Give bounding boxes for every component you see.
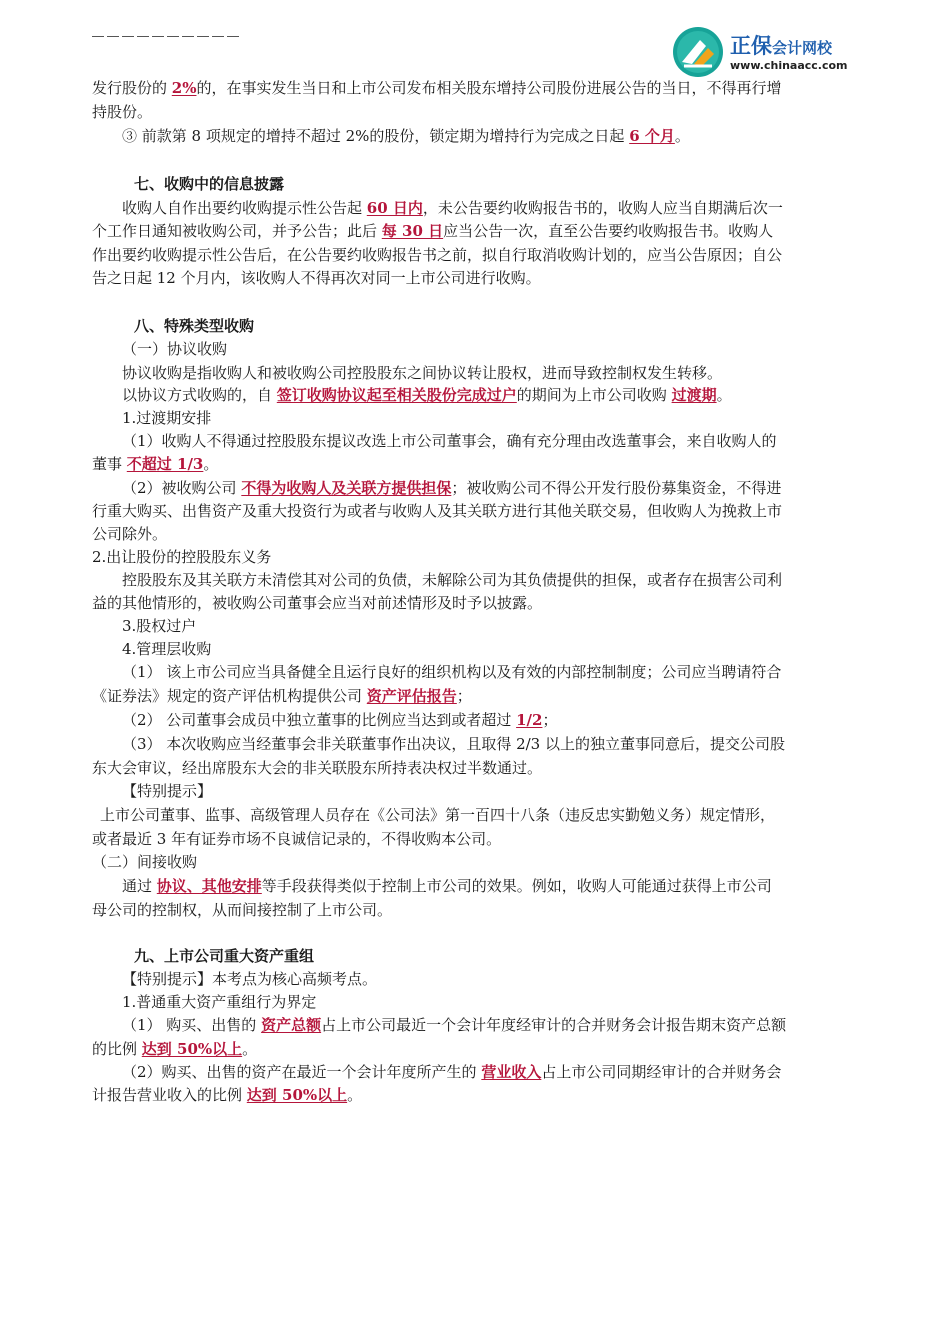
text-line bbox=[122, 661, 781, 683]
text-line bbox=[122, 197, 783, 219]
text-segment: 以协议方式收购的，自 bbox=[122, 386, 277, 404]
text-line bbox=[92, 101, 152, 123]
text-line bbox=[92, 546, 271, 568]
text-line bbox=[122, 125, 690, 147]
text-line bbox=[122, 780, 212, 802]
text-segment: ③ 前款第 8 项规定的增持不超过 2%的股份，锁定期为增持行为完成之日起 bbox=[122, 127, 630, 145]
text-line bbox=[122, 384, 732, 406]
text-segment: 。 bbox=[242, 1040, 258, 1058]
text-segment: 。 bbox=[347, 1086, 363, 1104]
text-line bbox=[92, 685, 472, 707]
keyword-highlight: 资产总额 bbox=[261, 1016, 322, 1034]
text-line bbox=[92, 899, 392, 921]
text-segment: 母公司的控制权，从而间接控制了上市公司。 bbox=[92, 901, 393, 919]
text-line bbox=[122, 709, 557, 731]
text-line bbox=[100, 804, 775, 826]
section-heading bbox=[134, 315, 254, 337]
text-line bbox=[122, 407, 211, 429]
text-segment: 公司除外。 bbox=[92, 525, 168, 543]
text-line bbox=[92, 244, 782, 266]
keyword-highlight: 过渡期 bbox=[671, 386, 717, 404]
text-segment: 《证券法》规定的资产评估机构提供公司 bbox=[92, 687, 367, 705]
keyword-highlight: 不超过 1/3 bbox=[126, 455, 204, 473]
text-line bbox=[122, 338, 227, 360]
keyword-highlight: 1/2 bbox=[516, 711, 543, 729]
text-segment: 通过 bbox=[122, 877, 157, 895]
text-line bbox=[122, 991, 316, 1013]
text-segment: ； bbox=[542, 711, 558, 729]
text-segment: 。 bbox=[674, 127, 690, 145]
text-segment: 上市公司董事、监事、高级管理人员存在《公司法》第一百四十八条（违反忠实勤勉义务）规定情形， bbox=[100, 806, 776, 824]
text-line bbox=[92, 1084, 362, 1106]
text-segment: （1）收购人不得通过控股股东提议改选上市公司董事会，确有充分理由改选董事会，来自收购人的 bbox=[122, 432, 777, 450]
text-line bbox=[122, 1014, 786, 1036]
logo-sub-text: 会计网校 bbox=[772, 39, 833, 57]
text-segment: 3.股权过户 bbox=[122, 617, 197, 635]
text-segment: ；被收购公司不得公开发行股份募集资金，不得进 bbox=[451, 479, 782, 497]
keyword-highlight: 资产评估报告 bbox=[366, 687, 457, 705]
text-segment: （3） 本次收购应当经董事会非关联董事作出决议，且取得 2/3 以上的独立董事同意后，提交公司股 bbox=[122, 735, 785, 753]
text-line bbox=[92, 523, 167, 545]
text-segment: ，未公告要约收购报告书的，收购人应当自期满后次一 bbox=[422, 199, 783, 217]
keyword-highlight: 不得为收购人及关联方提供担保 bbox=[241, 479, 452, 497]
text-segment: 占上市公司最近一个会计年度经审计的合并财务会计报告期末资产总额 bbox=[321, 1016, 787, 1034]
text-segment: 或者最近 3 年有证券市场不良诚信记录的，不得收购本公司。 bbox=[92, 830, 502, 848]
text-line bbox=[92, 851, 197, 873]
text-line bbox=[122, 362, 722, 384]
text-segment: 收购人自作出要约收购提示性公告起 bbox=[122, 199, 367, 217]
text-segment: 2.出让股份的控股股东义务 bbox=[92, 548, 272, 566]
text-line bbox=[122, 638, 211, 660]
text-line bbox=[122, 430, 777, 452]
text-segment: 发行股份的 bbox=[92, 79, 172, 97]
keyword-highlight: 60 日内 bbox=[366, 199, 423, 217]
keyword-highlight: 6 个月 bbox=[629, 127, 675, 145]
logo-main-text: 正保 bbox=[730, 34, 772, 58]
text-line bbox=[122, 477, 781, 499]
text-segment: （2） 公司董事会成员中独立董事的比例应当达到或者超过 bbox=[122, 711, 517, 729]
text-segment: 控股股东及其关联方未清偿其对公司的负债，未解除公司为其负债提供的担保，或者存在损害公司利 bbox=[122, 571, 783, 589]
text-segment: 董事 bbox=[92, 455, 127, 473]
text-segment: （1） 购买、出售的 bbox=[122, 1016, 262, 1034]
text-segment: （2）被收购公司 bbox=[122, 479, 242, 497]
text-segment: 协议收购是指收购人和被收购公司控股股东之间协议转让股权，进而导致控制权发生转移。 bbox=[122, 364, 723, 382]
text-line bbox=[92, 500, 782, 522]
heading-text: 九、上市公司重大资产重组 bbox=[134, 947, 315, 965]
text-segment: （2）购买、出售的资产在最近一个会计年度所产生的 bbox=[122, 1063, 482, 1081]
text-line bbox=[92, 453, 218, 475]
text-segment: 作出要约收购提示性公告后，在公告要约收购报告书之前，拟自行取消收购计划的，应当公告原因；自公 bbox=[92, 246, 783, 264]
text-segment: 等手段获得类似于控制上市公司的效果。例如，收购人可能通过获得上市公司 bbox=[261, 877, 772, 895]
keyword-highlight: 达到 50%以上 bbox=[246, 1086, 348, 1104]
text-line bbox=[92, 828, 501, 850]
keyword-highlight: 营业收入 bbox=[481, 1063, 542, 1081]
text-line bbox=[92, 1038, 257, 1060]
text-segment: 行重大购买、出售资产及重大投资行为或者与收购人及其关联方进行其他关联交易，但收购人为挽救上市 bbox=[92, 502, 783, 520]
text-segment: 持股份。 bbox=[92, 103, 153, 121]
text-segment: 的期间为上市公司收购 bbox=[516, 386, 672, 404]
text-segment: 告之日起 12 个月内，该收购人不得再次对同一上市公司进行收购。 bbox=[92, 269, 541, 287]
text-segment: （1） 该上市公司应当具备健全且运行良好的组织机构以及有效的内部控制制度；公司应当聘请符合 bbox=[122, 663, 782, 681]
keyword-highlight: 签订收购协议起至相关股份完成过户 bbox=[276, 386, 517, 404]
text-segment: 4.管理层收购 bbox=[122, 640, 212, 658]
text-segment: （二）间接收购 bbox=[92, 853, 198, 871]
heading-text: 七、收购中的信息披露 bbox=[134, 175, 285, 193]
text-line bbox=[92, 757, 542, 779]
text-segment: 占上市公司同期经审计的合并财务会 bbox=[541, 1063, 782, 1081]
text-segment: 东大会审议，经出席股东大会的非关联股东所持表决权过半数通过。 bbox=[92, 759, 543, 777]
text-line bbox=[122, 615, 196, 637]
text-line bbox=[122, 968, 377, 990]
cropped-previous-line bbox=[92, 26, 262, 37]
keyword-highlight: 协议、其他安排 bbox=[156, 877, 262, 895]
chinaacc-logo[interactable] bbox=[672, 24, 887, 82]
text-line bbox=[92, 267, 541, 289]
text-segment: 的比例 bbox=[92, 1040, 142, 1058]
text-segment: 。 bbox=[716, 386, 732, 404]
text-segment: 个工作日通知被收购公司，并予公告；此后 bbox=[92, 222, 382, 240]
text-line bbox=[92, 592, 542, 614]
text-line bbox=[92, 220, 773, 242]
section-heading bbox=[134, 173, 284, 195]
text-line bbox=[122, 733, 785, 755]
text-segment: 益的其他情形的，被收购公司董事会应当对前述情形及时予以披露。 bbox=[92, 594, 543, 612]
text-segment: 【特别提示】 bbox=[122, 782, 213, 800]
text-segment: 1.普通重大资产重组行为界定 bbox=[122, 993, 317, 1011]
heading-text: 八、特殊类型收购 bbox=[134, 317, 255, 335]
keyword-highlight: 2% bbox=[171, 79, 197, 97]
logo-url: www.chinaacc.com bbox=[730, 59, 848, 72]
text-segment: 应当公告一次，直至公告要约收购报告书。收购人 bbox=[443, 222, 774, 240]
text-segment: 计报告营业收入的比例 bbox=[92, 1086, 247, 1104]
text-segment: 【特别提示】本考点为核心高频考点。 bbox=[122, 970, 378, 988]
text-segment: 。 bbox=[203, 455, 219, 473]
text-line bbox=[122, 875, 772, 897]
text-segment: （一）协议收购 bbox=[122, 340, 228, 358]
logo-title bbox=[730, 30, 832, 60]
keyword-highlight: 达到 50%以上 bbox=[141, 1040, 243, 1058]
text-line bbox=[92, 77, 782, 99]
section-heading bbox=[134, 945, 314, 967]
logo-emblem-icon bbox=[672, 26, 724, 78]
text-line bbox=[122, 1061, 781, 1083]
keyword-highlight: 每 30 日 bbox=[381, 222, 444, 240]
text-line bbox=[122, 569, 782, 591]
text-segment: 的，在事实发生当日和上市公司发布相关股东增持公司股份进展公告的当日，不得再行增 bbox=[196, 79, 782, 97]
text-segment: ； bbox=[456, 687, 472, 705]
text-segment: 1.过渡期安排 bbox=[122, 409, 212, 427]
